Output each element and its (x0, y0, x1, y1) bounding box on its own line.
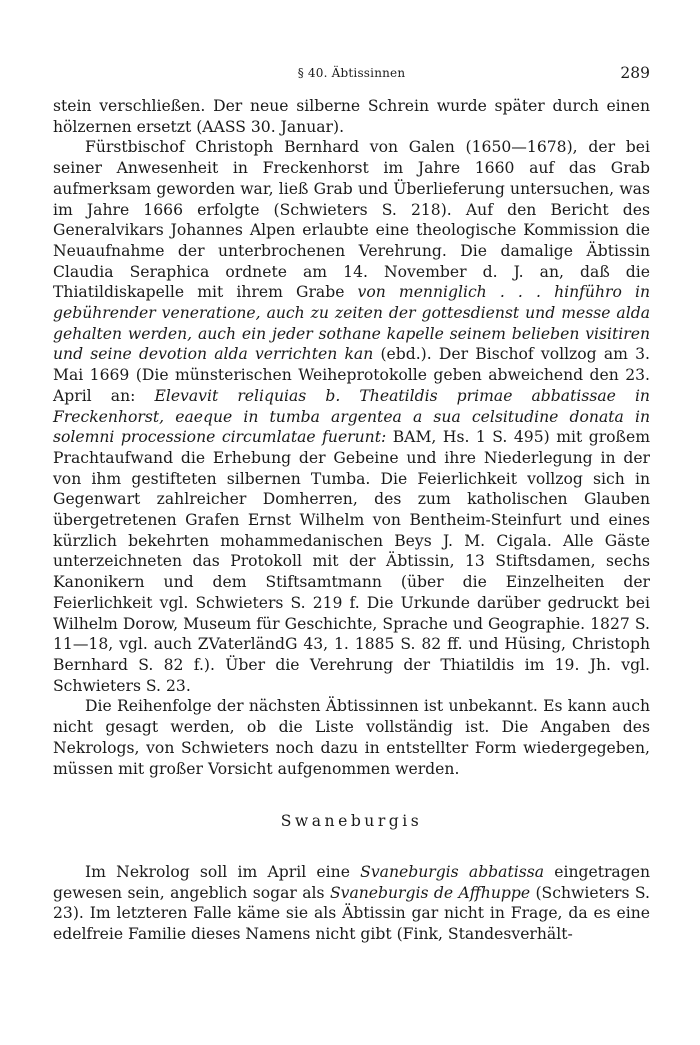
section-heading: Swaneburgis (280, 812, 423, 831)
paragraph (53, 696, 650, 779)
italic-quote: Svaneburgis de Affhuppe (329, 883, 531, 902)
text-run: stein verschließen. Der neue silberne Schrein wurde später durch einen hölzernen ersetzt (AASS 30. Januar). (53, 97, 650, 136)
running-head: § 40. Äbtissinnen (297, 66, 406, 80)
text-run: Fürstbischof Christoph Bernhard von Galen (1650—1678), der bei seiner Anwesenheit in Freckenhorst im Jahre 1660 auf das Grab aufmerksam geworden war, ließ Grab und Überlieferung untersuchen, was im Jahre 1666 erfolgte (Schwieters S. 218). Auf den Bericht des Generalvikars Johannes Alpen erlaubte eine theologische Kommission die Neuaufnahme der unterbrochenen Verehrung. Die damalige Äbtissin Claudia Seraphica ordnete am 14. November d. J. an, daß die Thiatildiskapelle mit ihrem Grabe (53, 138, 650, 302)
section-paragraph (53, 862, 650, 945)
page-header (53, 64, 650, 84)
text-run: eingetragen gewesen sein, angeblich sogar als (53, 862, 650, 902)
italic-quote: von menniglich . . . hinführo in gebührender veneratione, auch zu zeiten der gottesdienst und messe alda gehalten werden, auch ein jeder sothane kapelle seinem belieben visitiren und seine devotion alda verrichten kan (53, 283, 650, 364)
text-run: BAM, Hs. 1 S. 495) mit großem Prachtaufwand die Erhebung der Gebeine und ihre Niederlegung in der von ihm gestifteten silbernen Tumba. Die Feierlichkeit vollzog sich in Gegenwart zahlreicher Domherren, des zum katholischen Glauben übergetretenen Grafen Ernst Wilhelm von Bentheim-Steinfurt und eines kürzlich bekehrten mohammedanischen Beys J. M. Cigala. Alle Gäste unterzeichneten das Protokoll mit der Äbtissin, 13 Stiftsdamen, sechs Kanonikern und dem Stiftsamtmann (über die Einzelheiten der Feierlichkeit vgl. Schwieters S. 219 f. Die Urkunde darüber gedruckt bei Wilhelm Dorow, Museum für Geschichte, Sprache und Geographie. 1827 S. 11—18, vgl. auch ZVaterländG 43, 1. 1885 S. 82 ff. und Hüsing, Christoph Bernhard S. 82 f.). Über die Verehrung der Thiatildis im 19. Jh. vgl. Schwieters S. 23. (53, 428, 650, 695)
italic-quote: Svaneburgis abbatissa (360, 862, 545, 881)
body-text (53, 96, 650, 945)
paragraph (53, 96, 650, 137)
paragraph (53, 137, 650, 696)
italic-quote: Elevavit reliquias b. Theatildis primae abbatissae in Freckenhorst, eaeque in tumba argentea a sua celsitudine donata in solemni processione circumlatae fuerunt: (53, 386, 650, 447)
page-number: 289 (620, 64, 650, 82)
text-run: Im Nekrolog soll im April eine (85, 862, 361, 881)
text-run: (ebd.). Der Bischof vollzog am 3. Mai 1669 (Die münsterischen Weiheprotokolle geben abweichend den 23. April an: (53, 345, 650, 405)
text-run: (Schwieters S. 23). Im letzteren Falle käme sie als Äbtissin gar nicht in Frage, da es eine edelfreie Familie dieses Namens nicht gibt (Fink, Standesverhält- (53, 883, 650, 944)
text-run: Die Reihenfolge der nächsten Äbtissinnen ist unbekannt. Es kann auch nicht gesagt werden, ob die Liste vollständig ist. Die Angaben des Nekrologs, von Schwieters noch dazu in entstellter Form wiedergegeben, müssen mit großer Vorsicht aufgenommen werden. (53, 697, 650, 778)
